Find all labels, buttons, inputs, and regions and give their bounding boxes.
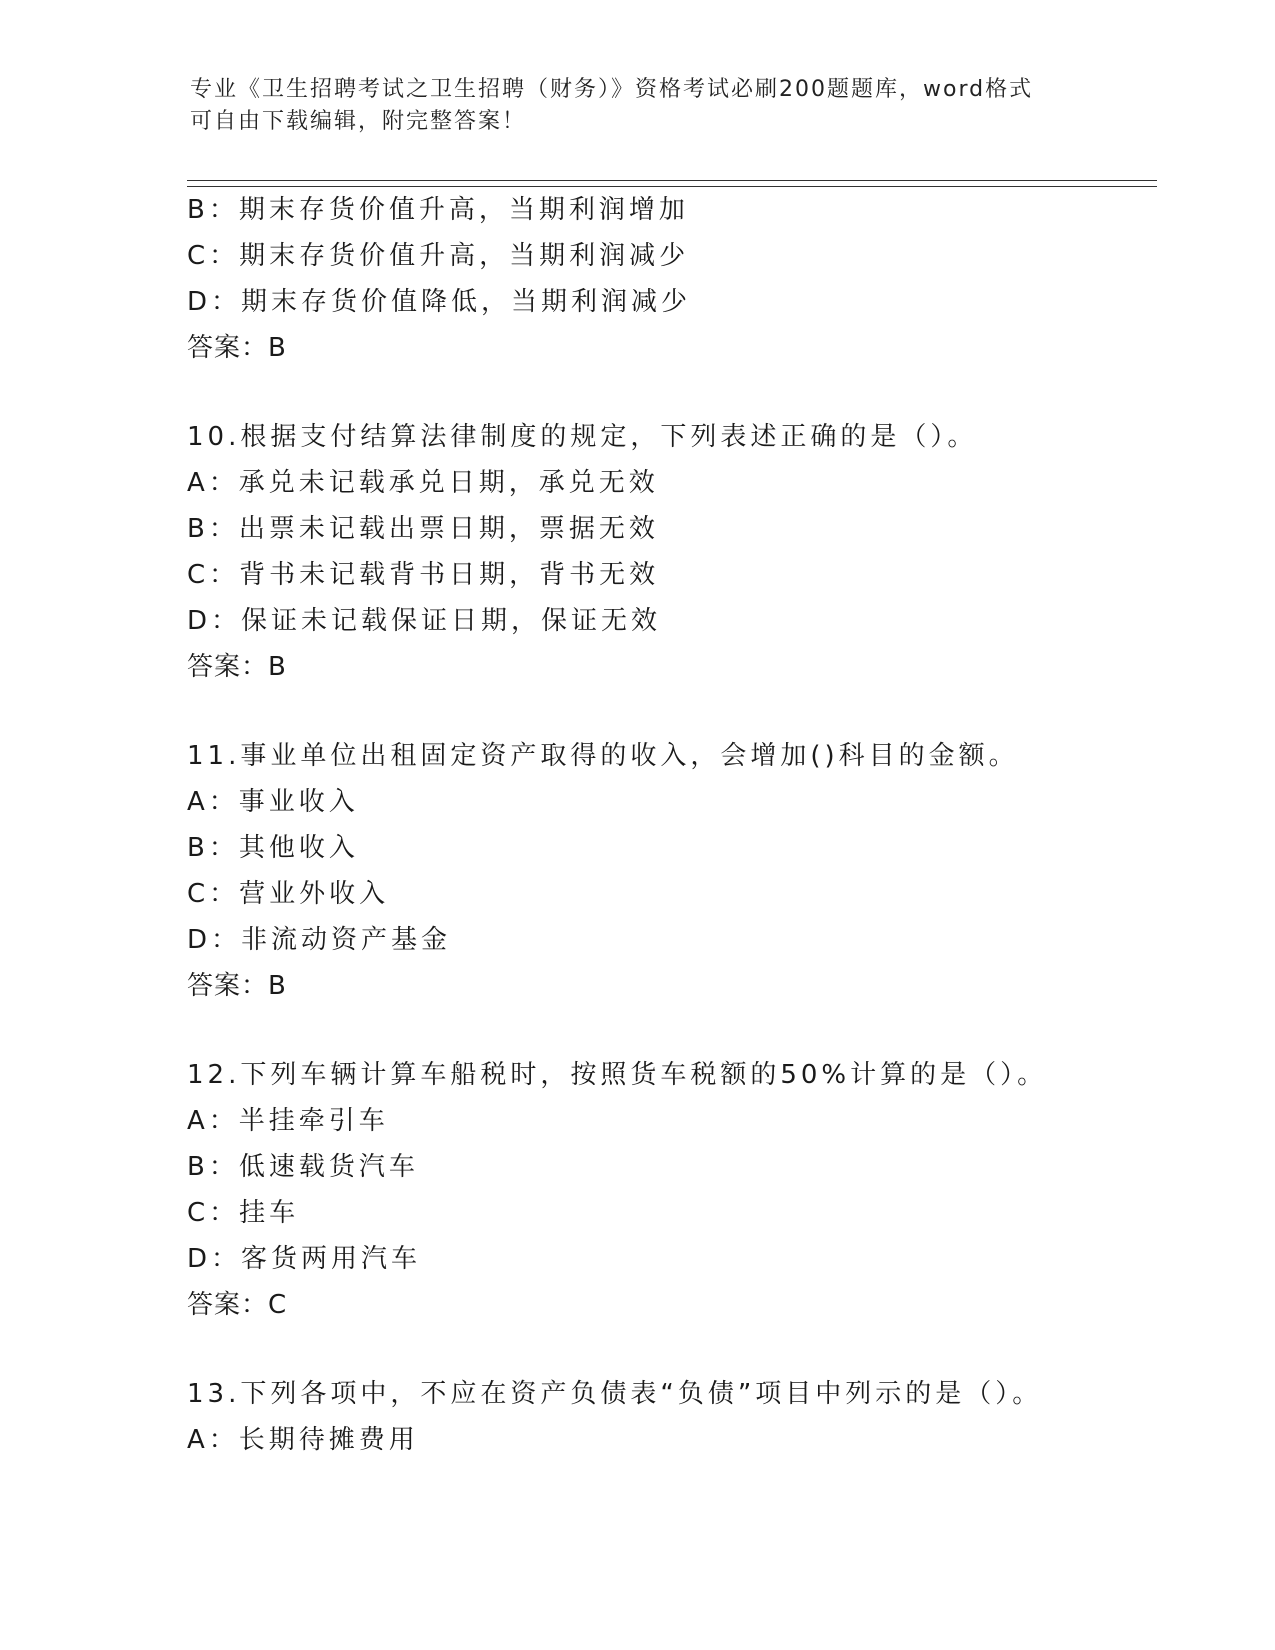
option-a: A：半挂牵引车 xyxy=(187,1106,389,1136)
option-b: B：出票未记载出票日期，票据无效 xyxy=(187,514,659,544)
option-d: D：期末存货价值降低，当期利润减少 xyxy=(187,287,692,317)
option-d: D：保证未记载保证日期，保证无效 xyxy=(187,606,662,636)
question-block-9 xyxy=(187,187,1147,371)
option-a: A：长期待摊费用 xyxy=(187,1425,419,1455)
spacer xyxy=(187,1009,1147,1052)
option-a: A：事业收入 xyxy=(187,787,359,817)
option-c: C：挂车 xyxy=(187,1198,300,1228)
answer-line: 答案：C xyxy=(187,1290,288,1320)
header-divider-top xyxy=(187,180,1157,181)
document-header xyxy=(190,74,1090,138)
option-d: D：客货两用汽车 xyxy=(187,1244,422,1274)
option-c: C：营业外收入 xyxy=(187,879,390,909)
option-c: C：背书未记载背书日期，背书无效 xyxy=(187,560,660,590)
option-b: B：其他收入 xyxy=(187,833,359,863)
question-block-13 xyxy=(187,1371,1147,1463)
header-title-line-1: 专业《卫生招聘考试之卫生招聘（财务）》资格考试必刷200题题库，word格式 xyxy=(190,77,1034,102)
question-stem: 12.下列车辆计算车船税时，按照货车税额的50%计算的是（）。 xyxy=(187,1060,1048,1090)
question-block-12 xyxy=(187,1052,1147,1328)
question-stem: 11.事业单位出租固定资产取得的收入，会增加()科目的金额。 xyxy=(187,741,1019,771)
option-b: B：低速载货汽车 xyxy=(187,1152,419,1182)
answer-line: 答案：B xyxy=(187,971,287,1001)
spacer xyxy=(187,690,1147,733)
answer-line: 答案：B xyxy=(187,333,287,363)
option-c: C：期末存货价值升高，当期利润减少 xyxy=(187,241,690,271)
header-title-line-2: 可自由下载编辑，附完整答案！ xyxy=(190,109,527,134)
question-stem: 13.下列各项中，不应在资产负债表“负债”项目中列示的是（）。 xyxy=(187,1379,1043,1409)
question-block-11 xyxy=(187,733,1147,1009)
question-stem: 10.根据支付结算法律制度的规定，下列表述正确的是（）。 xyxy=(187,422,978,452)
option-a: A：承兑未记载承兑日期，承兑无效 xyxy=(187,468,659,498)
answer-line: 答案：B xyxy=(187,652,287,682)
question-block-10 xyxy=(187,414,1147,690)
option-d: D：非流动资产基金 xyxy=(187,925,452,955)
spacer xyxy=(187,371,1147,414)
option-b: B：期末存货价值升高，当期利润增加 xyxy=(187,195,689,225)
question-list xyxy=(187,187,1147,1463)
spacer xyxy=(187,1328,1147,1371)
